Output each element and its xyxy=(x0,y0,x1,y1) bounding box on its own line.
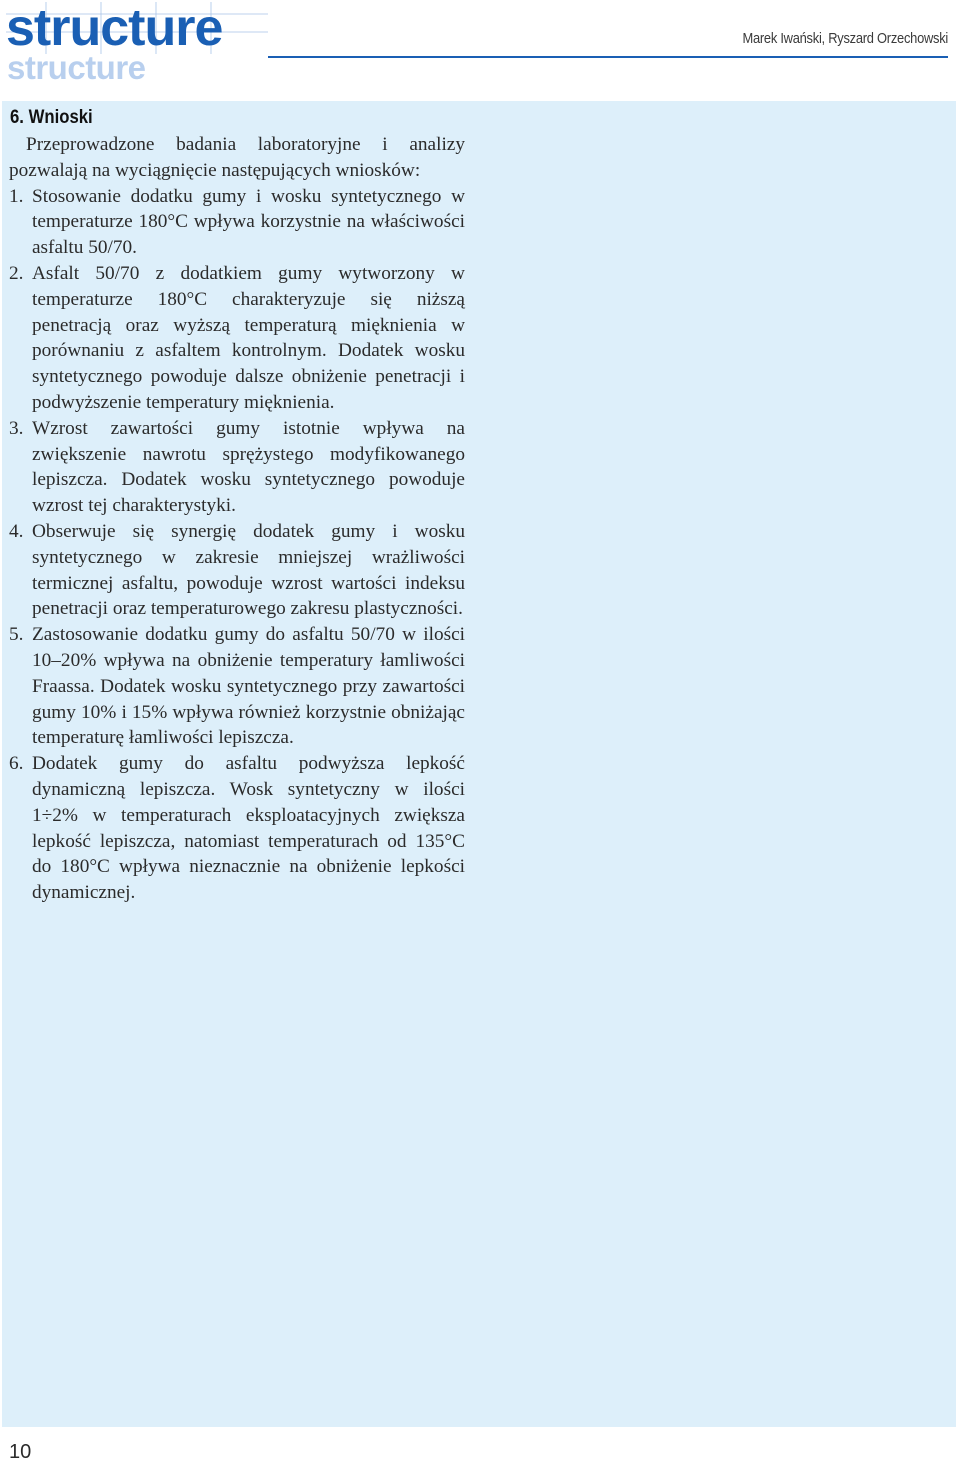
list-item xyxy=(9,751,465,906)
journal-logo xyxy=(6,2,268,88)
list-item xyxy=(9,519,465,622)
item-number: 3. xyxy=(9,417,24,439)
text-column xyxy=(9,132,465,906)
item-text: Wzrost zawartości gumy istotnie wpływa na zwiększenie nawrotu sprężystego modyfikowanego lepiszcza. Dodatek wosku syntetycznego powoduje wzrost tej charakterystyki. xyxy=(32,417,465,517)
item-text: Zastosowanie dodatku gumy do asfaltu 50/70 w ilości 10–20% wpływa na obniżenie temperatury łamliwości Fraassa. Dodatek wosku syntetycznego przy zawartości gumy 10% i 15% wpływa również korzystnie obniżając temperaturę łamliwości lepiszcza. xyxy=(32,624,465,749)
logo-shadow-text: structure xyxy=(7,49,146,86)
list-item xyxy=(9,622,465,751)
conclusions-list xyxy=(9,184,465,906)
item-number: 6. xyxy=(9,753,24,775)
section-heading: 6. Wnioski xyxy=(10,107,93,128)
item-text: Stosowanie dodatku gumy i wosku syntetycznego w temperaturze 180°C wpływa korzystnie na właściwości asfaltu 50/70. xyxy=(32,185,465,259)
running-header-authors: Marek Iwański, Ryszard Orzechowski xyxy=(742,30,948,47)
item-text: Asfalt 50/70 z dodatkiem gumy wytworzony w temperaturze 180°C charakteryzuje się niższą penetracją oraz wyższą temperaturą mięknienia w porównaniu z asfaltem kontrolnym. Dodatek wosku syntetycznego powoduje dalsze obniżenie penetracji i podwyższenie temperatury mięknienia. xyxy=(32,262,465,413)
item-number: 2. xyxy=(9,262,24,284)
item-number: 5. xyxy=(9,624,24,646)
item-number: 1. xyxy=(9,185,24,207)
list-item xyxy=(9,416,465,519)
item-text: Obserwuje się synergię dodatek gumy i wosku syntetycznego w zakresie mniejszej wrażliwości termicznej asfaltu, powoduje wzrost wartości indeksu penetracji oraz temperaturowego zakresu plastyczności. xyxy=(32,520,465,620)
list-item xyxy=(9,261,465,416)
page-number: 10 xyxy=(9,1441,32,1463)
item-number: 4. xyxy=(9,520,24,542)
intro-paragraph: Przeprowadzone badania laboratoryjne i analizy pozwalają na wyciągnięcie następujących wniosków: xyxy=(9,134,465,181)
header-rule xyxy=(268,56,948,58)
list-item xyxy=(9,184,465,261)
logo-text: structure xyxy=(6,0,223,57)
item-text: Dodatek gumy do asfaltu podwyższa lepkość dynamiczną lepiszcza. Wosk syntetyczny w ilości 1÷2% w temperaturach eksploatacyjnych zwiększa lepkość lepiszcza, natomiast temperaturach od 135°C do 180°C wpływa nieznacznie na obniżenie lepkości dynamicznej. xyxy=(32,753,465,904)
